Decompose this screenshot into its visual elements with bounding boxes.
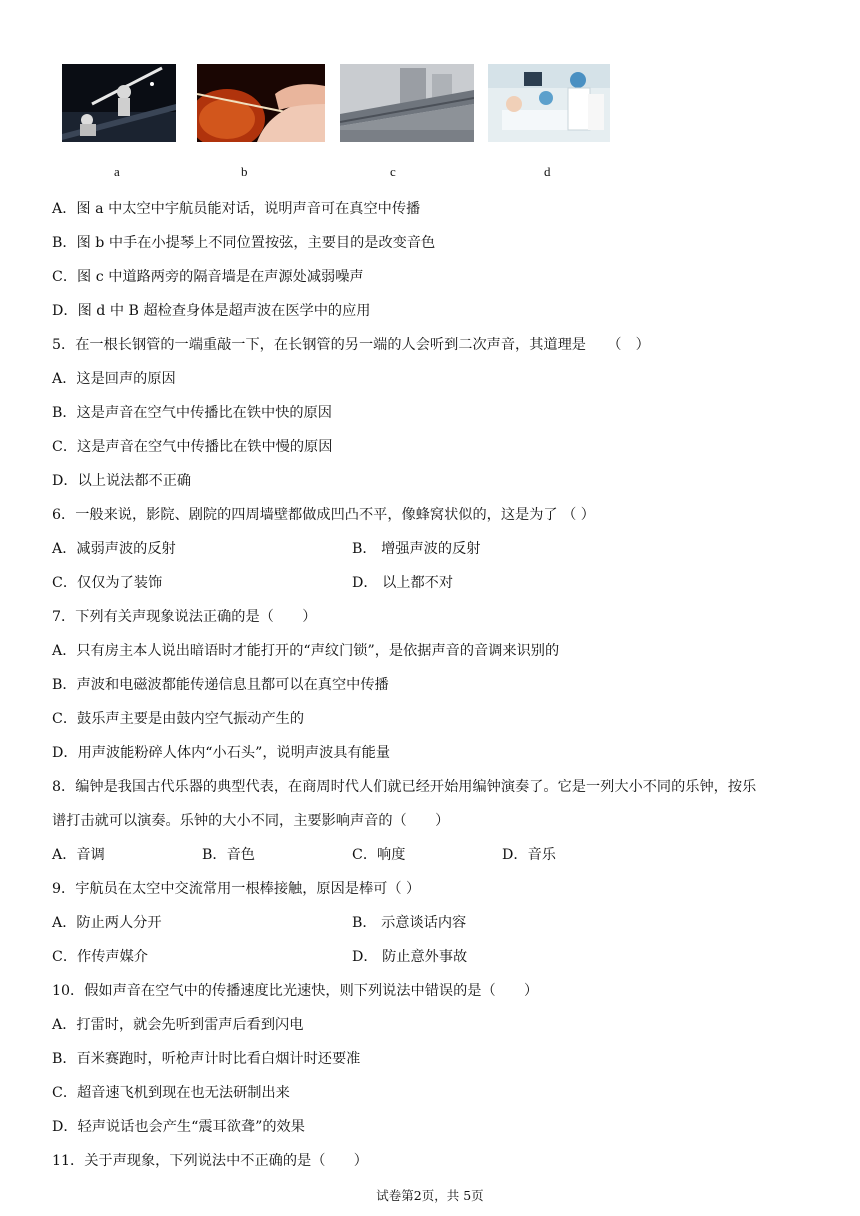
figure-a-astronaut-photo: [62, 64, 176, 142]
q6-option-d: D． 以上都不对: [352, 575, 454, 591]
q4-option-c: C．图 c 中道路两旁的隔音墙是在声源处减弱噪声: [52, 269, 364, 285]
q8-option-a: A．音调: [52, 847, 105, 863]
q7-stem: 7．下列有关声现象说法正确的是（ ）: [52, 609, 317, 625]
q8-option-c: C．响度: [352, 847, 406, 863]
q11-stem: 11．关于声现象，下列说法中不正确的是（ ）: [52, 1153, 368, 1169]
q4-option-d: D．图 d 中 B 超检查身体是超声波在医学中的应用: [52, 303, 371, 319]
figure-d-ultrasound-photo: [488, 64, 610, 142]
figure-b-violin-photo: [197, 64, 325, 142]
q6-option-c: C．仅仅为了装饰: [52, 575, 163, 591]
q8-option-d: D．音乐: [502, 847, 556, 863]
q7-option-c: C．鼓乐声主要是由鼓内空气振动产生的: [52, 711, 305, 727]
q8-option-b: B．音色: [202, 847, 255, 863]
q4-option-b: B．图 b 中手在小提琴上不同位置按弦，主要目的是改变音色: [52, 235, 436, 251]
q9-stem: 9．宇航员在太空中交流常用一根棒接触，原因是棒可（ ）: [52, 881, 421, 897]
q5-option-c: C．这是声音在空气中传播比在铁中慢的原因: [52, 439, 333, 455]
q8-stem-line-1: 8．编钟是我国古代乐器的典型代表，在商周时代人们就已经开始用编钟演奏了。它是一列大小不同的乐钟，按乐: [52, 779, 757, 795]
q10-option-b: B．百米赛跑时，听枪声计时比看白烟计时还要准: [52, 1051, 361, 1067]
q6-options-row-2: [52, 566, 812, 600]
q7-option-d: D．用声波能粉碎人体内“小石头”，说明声波具有能量: [52, 745, 391, 761]
figure-a-label: a: [114, 164, 120, 179]
question-list: [52, 192, 812, 1178]
q7-option-b: B．声波和电磁波都能传递信息且都可以在真空中传播: [52, 677, 389, 693]
page-footer: 试卷第2页，共 5页: [376, 1188, 484, 1203]
q10-stem: 10．假如声音在空气中的传播速度比光速快，则下列说法中错误的是（ ）: [52, 983, 539, 999]
q5-option-b: B．这是声音在空气中传播比在铁中快的原因: [52, 405, 332, 421]
q9-option-d: D． 防止意外事故: [352, 949, 468, 965]
q7-option-a: A．只有房主本人说出暗语时才能打开的“声纹门锁”，是依据声音的音调来识别的: [52, 643, 560, 659]
q9-option-c: C．作传声媒介: [52, 949, 148, 965]
q10-option-c: C．超音速飞机到现在也无法研制出来: [52, 1085, 290, 1101]
q8-stem-line-2: 谱打击就可以演奏。乐钟的大小不同，主要影响声音的（ ）: [52, 813, 450, 829]
q5-option-d: D．以上说法都不正确: [52, 473, 192, 489]
figure-d-label: d: [544, 164, 551, 179]
figure-row: [0, 64, 860, 194]
q9-option-a: A．防止两人分开: [52, 915, 162, 931]
q8-options-row: [52, 838, 812, 872]
q9-option-b: B． 示意谈话内容: [352, 915, 467, 931]
q9-options-row-1: [52, 906, 812, 940]
q5-stem: 5．在一根长钢管的一端重敲一下，在长钢管的另一端的人会听到二次声音，其道理是 （ ）: [52, 337, 650, 353]
q4-option-a: A．图 a 中太空中宇航员能对话，说明声音可在真空中传播: [52, 201, 421, 217]
figure-c-sound-barrier-photo: [340, 64, 474, 142]
q10-option-a: A．打雷时，就会先听到雷声后看到闪电: [52, 1017, 304, 1033]
q6-options-row-1: [52, 532, 812, 566]
q6-option-b: B． 增强声波的反射: [352, 541, 481, 557]
figure-c-label: c: [390, 164, 396, 179]
q10-option-d: D．轻声说话也会产生“震耳欲聋”的效果: [52, 1119, 305, 1135]
q5-option-a: A．这是回声的原因: [52, 371, 176, 387]
q9-options-row-2: [52, 940, 812, 974]
q6-stem: 6．一般来说，影院、剧院的四周墙壁都做成凹凸不平，像蜂窝状似的，这是为了 （ ）: [52, 507, 595, 523]
figure-b-label: b: [241, 164, 248, 179]
q6-option-a: A．减弱声波的反射: [52, 541, 176, 557]
